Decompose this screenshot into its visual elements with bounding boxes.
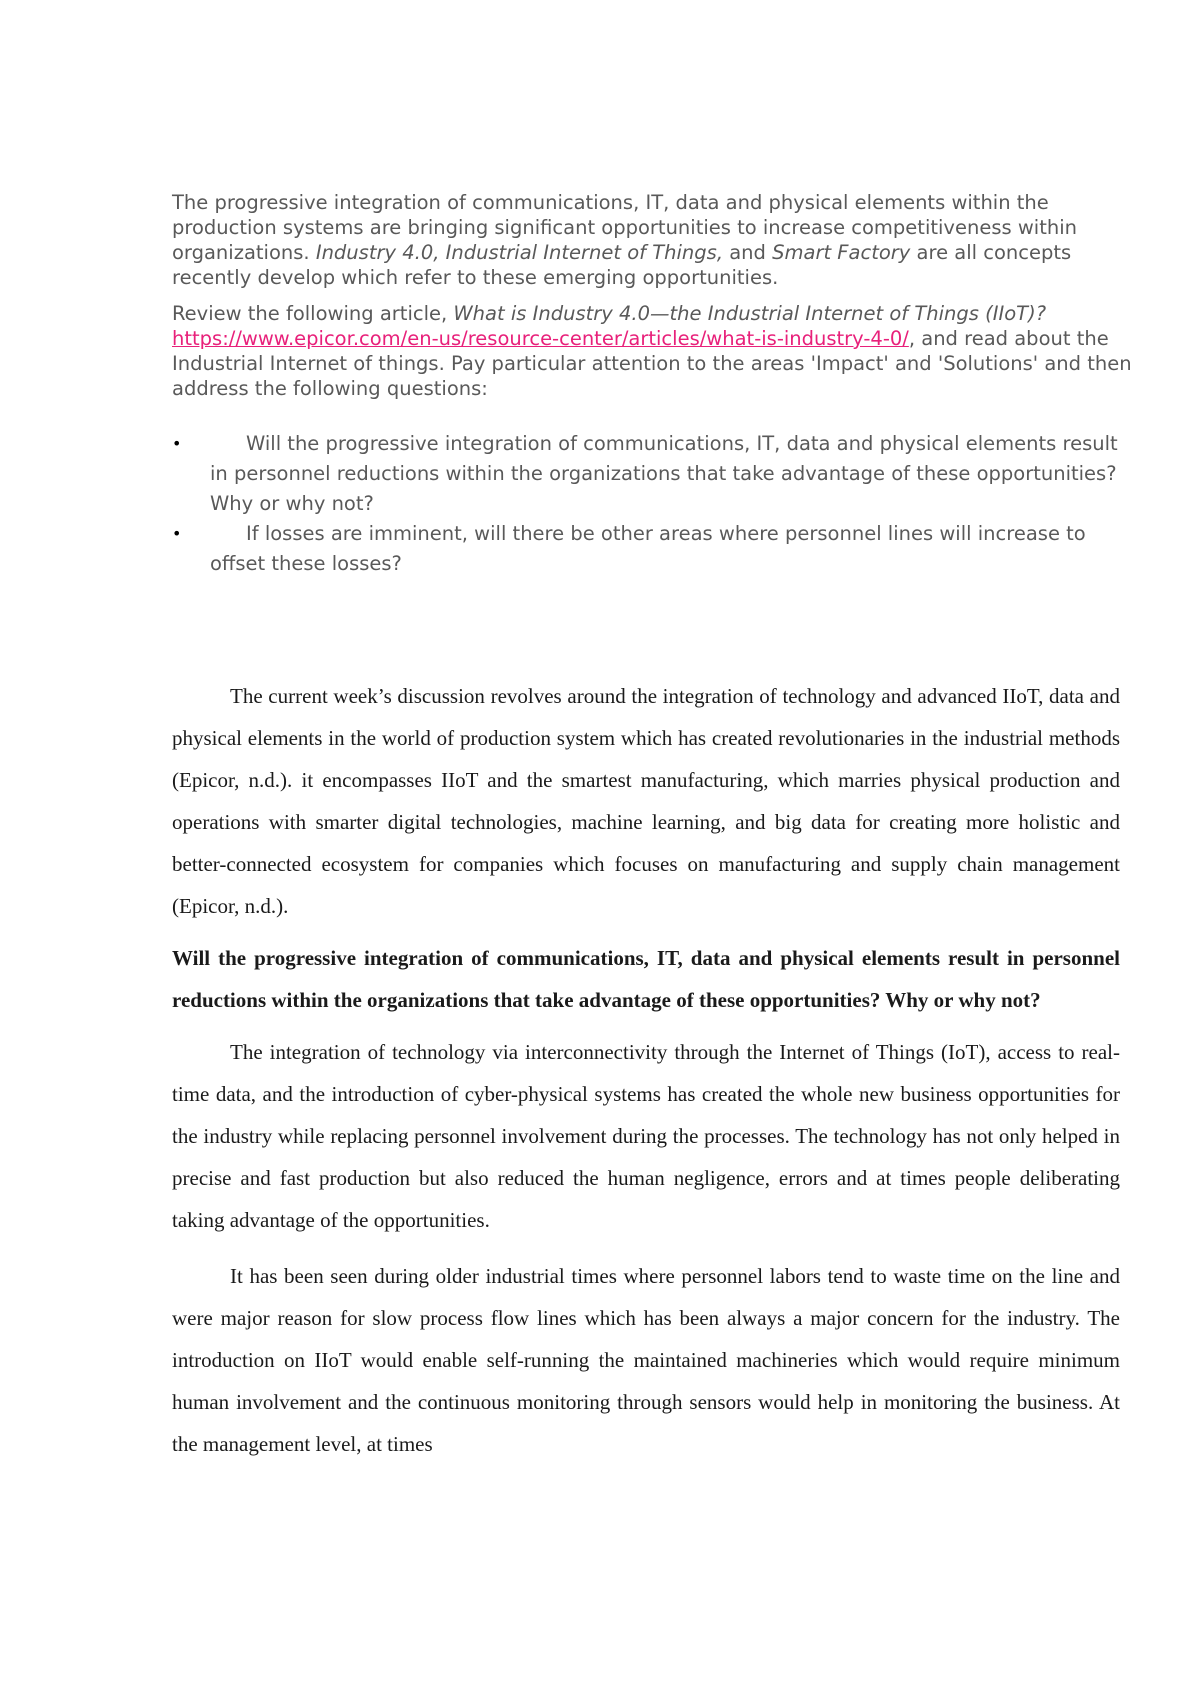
industry-terms: Industry 4.0, Industrial Internet of Things, xyxy=(315,241,724,264)
prompt-paragraph-intro: The progressive integration of communications, IT, data and physical elements within the production systems are bringing significant opportunities to increase competitiveness within organizations. Industry 4.0, Industrial Internet of Things, and Smart Factory are all concepts recently develop which refer to these emerging opportunities. xyxy=(172,191,1077,289)
bullet-icon: • xyxy=(172,524,182,543)
article-link[interactable]: https://www.epicor.com/en-us/resource-center/articles/what-is-industry-4-0/ xyxy=(172,327,909,350)
question-heading: Will the progressive integration of communications, IT, data and physical elements result in personnel reductions within the organizations that take advantage of these opportunities? Why or why not? xyxy=(172,946,1120,1012)
question-text: If losses are imminent, will there be other areas where personnel lines will increase to offset these losses? xyxy=(210,522,1086,575)
smart-factory-term: Smart Factory xyxy=(772,241,911,264)
bullet-icon: • xyxy=(172,434,182,453)
answer-intro-paragraph: The current week’s discussion revolves around the integration of technology and advanced IIoT, data and physical elements in the world of production system which has created revolutionaries in the industrial methods (Epicor, n.d.). it encompasses IIoT and the smartest manufacturing, which marries physical production and operations with smarter digital technologies, machine learning, and big data for creating more holistic and better-connected ecosystem for companies which focuses on manufacturing and supply chain management (Epicor, n.d.). xyxy=(172,684,1120,918)
question-text: Will the progressive integration of communications, IT, data and physical elements result in personnel reductions within the organizations that take advantage of these opportunities? Why or why not? xyxy=(210,432,1118,515)
answer-body xyxy=(172,675,1120,1465)
assignment-prompt xyxy=(172,190,1132,579)
answer-paragraph-2: It has been seen during older industrial times where personnel labors tend to waste time on the line and were major reason for slow process flow lines which has been always a major concern for the industry. The introduction on IIoT would enable self-running the maintained machineries which would require minimum human involvement and the continuous monitoring through sensors would help in monitoring the business. At the management level, at times xyxy=(172,1264,1120,1456)
answer-paragraph-1: The integration of technology via interconnectivity through the Internet of Things (IoT), access to real-time data, and the introduction of cyber-physical systems has created the whole new business opportunities for the industry while replacing personnel involvement during the processes. The technology has not only helped in precise and fast production but also reduced the human negligence, errors and at times people deliberating taking advantage of the opportunities. xyxy=(172,1040,1120,1232)
list-item xyxy=(172,429,1132,519)
prompt-paragraph-review: Review the following article, What is Industry 4.0—the Industrial Internet of Things (IIoT)? https://www.epicor.com/en-us/resource-center/articles/what-is-industry-4-0/, and read about the Industrial Internet of things. Pay particular attention to the areas 'Impact' and 'Solutions' and then address the following questions: xyxy=(172,302,1132,400)
article-title: What is Industry 4.0—the Industrial Internet of Things (IIoT)? xyxy=(453,302,1047,325)
question-list xyxy=(172,429,1132,579)
list-item xyxy=(172,519,1132,579)
